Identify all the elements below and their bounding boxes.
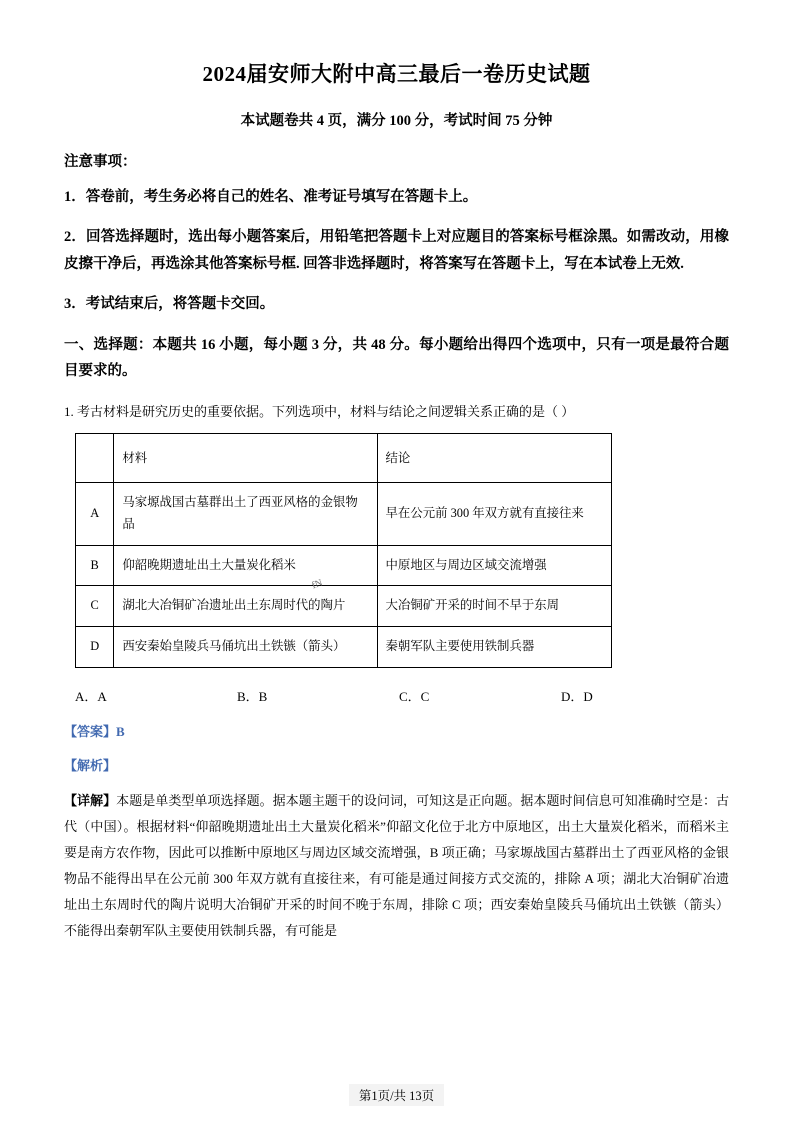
table-row	[76, 483, 612, 545]
row-material-c: 湖北大冶铜矿冶遗址出土东周时代的陶片	[114, 586, 377, 627]
table-row	[76, 586, 612, 627]
analysis-detail	[64, 788, 729, 944]
page-number: 第1页/共 13页	[349, 1084, 444, 1106]
row-conclusion-b: 中原地区与周边区域交流增强	[377, 545, 611, 586]
notice-item-1: 1．答卷前，考生务必将自己的姓名、准考证号填写在答题卡上。	[64, 189, 478, 206]
table-header-material: 材料	[114, 434, 377, 483]
analysis-label: 【解析】	[64, 757, 117, 773]
detail-prefix: 【详解】	[64, 792, 117, 808]
notice-item-2: 2．回答选择题时，选出每小题答案后，用铅笔把答题卡上对应题目的答案标号框涂黑。如需改动，用橡皮擦干净后，再选涂其他答案标号框. 回答非选择题时，将答案写在答题卡上，写在本试卷上无效.	[64, 229, 729, 273]
answer-options	[75, 686, 729, 705]
question-stem: 1. 考古材料是研究历史的重要依据。下列选项中，材料与结论之间逻辑关系正确的是（ ）	[64, 404, 575, 420]
option-b: B．B	[237, 688, 268, 704]
page-footer	[0, 1084, 793, 1122]
table-header-label	[76, 434, 114, 483]
table-header-row	[76, 434, 612, 483]
table-row	[76, 545, 612, 586]
material-conclusion-table	[75, 433, 612, 668]
notice-item-3: 3．考试结束后，将答题卡交回。	[64, 295, 275, 312]
row-label-d: D	[76, 627, 114, 668]
option-d: D．D	[561, 688, 593, 704]
row-conclusion-a: 早在公元前 300 年双方就有直接往来	[377, 483, 611, 545]
row-label-a: A	[76, 483, 114, 545]
row-material-d: 西安秦始皇陵兵马俑坑出土铁镞（箭头）	[114, 627, 377, 668]
option-a: A．A	[75, 688, 107, 704]
row-label-b: B	[76, 545, 114, 586]
watermark-text: fN	[310, 577, 325, 592]
notice-heading: 注意事项：	[64, 154, 137, 171]
table-header-conclusion: 结论	[377, 434, 611, 483]
page-title: 2024届安师大附中高三最后一卷历史试题	[202, 62, 591, 86]
section-heading-multiple-choice: 一、选择题：本题共 16 小题，每小题 3 分，共 48 分。每小题给出得四个选项中，只有一项是最符合题目要求的。	[64, 336, 729, 380]
row-conclusion-c: 大冶铜矿开采的时间不早于东周	[377, 586, 611, 627]
row-material-a: 马家塬战国古墓群出土了西亚风格的金银物品	[114, 483, 377, 545]
answer-block: 【答案】B	[64, 723, 125, 739]
option-c: C．C	[399, 688, 430, 704]
detail-text: 本题是单类型单项选择题。据本题主题干的设问词，可知这是正向题。据本题时间信息可知准确时空是：古代（中国）。根据材料“仰韶晚期遗址出土大量炭化稻米”仰韶文化位于北方中原地区，出土大量炭化稻米，而稻米主要是南方农作物，因此可以推断中原地区与周边区域交流增强，B 项正确；马家塬战国古墓群出土了西亚风格的金银物品不能得出早在公元前 300 年双方就有直接往来，有可能是通过间接方式交流的，排除 A 项；湖北大冶铜矿冶遗址出土东周时代的陶片说明大冶铜矿开采的时间不晚于东周，排除 C 项；西安秦始皇陵兵马俑坑出土铁镞（箭头）不能得出秦朝军队主要使用铁制兵器，有可能是	[64, 792, 729, 938]
row-label-c: C	[76, 586, 114, 627]
exam-subtitle: 本试题卷共 4 页，满分 100 分，考试时间 75 分钟	[240, 113, 553, 130]
row-material-b: 仰韶晚期遗址出土大量炭化稻米	[114, 545, 377, 586]
row-conclusion-d: 秦朝军队主要使用铁制兵器	[377, 627, 611, 668]
table-row	[76, 627, 612, 668]
